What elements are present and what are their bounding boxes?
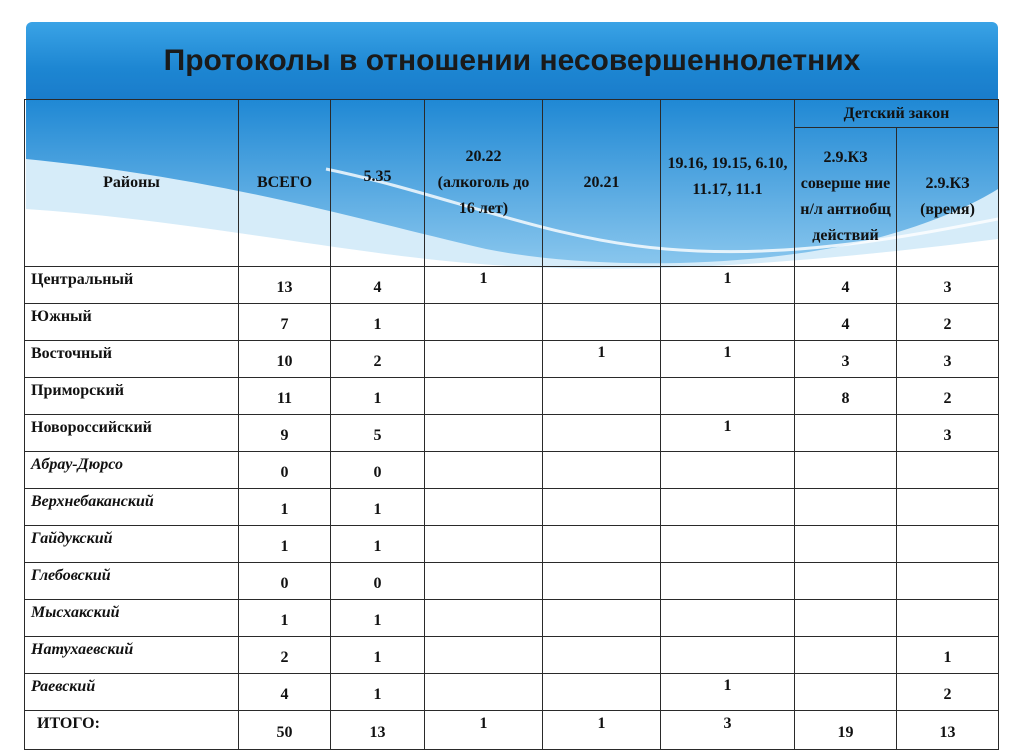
cell-c1916 — [661, 637, 795, 674]
cell-kz_time — [897, 452, 999, 489]
cell-kz_time — [897, 563, 999, 600]
cell-c2022 — [425, 526, 543, 563]
cell-total: 9 — [239, 415, 331, 452]
header-5-35: 5.35 — [331, 100, 425, 267]
cell-c2022 — [425, 452, 543, 489]
cell-c2022 — [425, 415, 543, 452]
cell-kz_time: 2 — [897, 674, 999, 711]
cell-total: 2 — [239, 637, 331, 674]
table-row — [25, 600, 999, 637]
cell-c2021 — [543, 600, 661, 637]
table-row — [25, 526, 999, 563]
slide-header-bar — [26, 22, 998, 100]
cell-kz_act — [795, 563, 897, 600]
cell-kz_time — [897, 600, 999, 637]
cell-c2022: 1 — [425, 267, 543, 304]
cell-kz_time: 3 — [897, 415, 999, 452]
cell-c2021 — [543, 304, 661, 341]
table-row — [25, 415, 999, 452]
cell-c1916: 3 — [661, 711, 795, 750]
district-name: Южный — [25, 304, 239, 341]
cell-total: 1 — [239, 526, 331, 563]
district-name: Приморский — [25, 378, 239, 415]
cell-c2021 — [543, 452, 661, 489]
header-kz-time: 2.9.КЗ (время) — [897, 128, 999, 267]
header-20-21: 20.21 — [543, 100, 661, 267]
cell-total: 1 — [239, 489, 331, 526]
cell-c1916: 1 — [661, 341, 795, 378]
cell-c535: 1 — [331, 674, 425, 711]
table-row — [25, 637, 999, 674]
district-name: ИТОГО: — [25, 711, 239, 750]
table-row — [25, 304, 999, 341]
cell-total: 7 — [239, 304, 331, 341]
cell-c2021 — [543, 378, 661, 415]
table-row — [25, 267, 999, 304]
cell-c2021: 1 — [543, 711, 661, 750]
protocols-table — [24, 99, 999, 750]
header-kz-act: 2.9.КЗ соверше ние н/л антиобщ действий — [795, 128, 897, 267]
cell-c1916 — [661, 600, 795, 637]
cell-c1916 — [661, 489, 795, 526]
cell-kz_act — [795, 526, 897, 563]
table-row — [25, 674, 999, 711]
district-name: Абрау-Дюрсо — [25, 452, 239, 489]
cell-c2021 — [543, 526, 661, 563]
cell-kz_act: 19 — [795, 711, 897, 750]
cell-c535: 0 — [331, 563, 425, 600]
district-name: Верхнебаканский — [25, 489, 239, 526]
cell-c535: 1 — [331, 600, 425, 637]
cell-kz_act: 3 — [795, 341, 897, 378]
cell-c2022 — [425, 674, 543, 711]
cell-c2022 — [425, 304, 543, 341]
cell-c2022 — [425, 600, 543, 637]
cell-kz_act — [795, 489, 897, 526]
cell-kz_act — [795, 637, 897, 674]
cell-c1916 — [661, 452, 795, 489]
cell-kz_act — [795, 674, 897, 711]
cell-c2021 — [543, 637, 661, 674]
table-row — [25, 452, 999, 489]
cell-c2021 — [543, 267, 661, 304]
cell-c535: 1 — [331, 637, 425, 674]
header-19-16: 19.16, 19.15, 6.10, 11.17, 11.1 — [661, 100, 795, 267]
cell-total: 11 — [239, 378, 331, 415]
cell-kz_time: 2 — [897, 378, 999, 415]
cell-kz_time: 3 — [897, 341, 999, 378]
cell-kz_time: 1 — [897, 637, 999, 674]
cell-c535: 13 — [331, 711, 425, 750]
cell-c1916 — [661, 304, 795, 341]
cell-total: 4 — [239, 674, 331, 711]
cell-kz_act: 4 — [795, 304, 897, 341]
table-row — [25, 378, 999, 415]
cell-kz_time — [897, 489, 999, 526]
district-name: Мысхакский — [25, 600, 239, 637]
cell-c535: 5 — [331, 415, 425, 452]
cell-c2021 — [543, 415, 661, 452]
cell-total: 1 — [239, 600, 331, 637]
cell-c2022 — [425, 341, 543, 378]
district-name: Раевский — [25, 674, 239, 711]
cell-total: 10 — [239, 341, 331, 378]
district-name: Центральный — [25, 267, 239, 304]
table-row — [25, 341, 999, 378]
cell-kz_time: 2 — [897, 304, 999, 341]
cell-c1916 — [661, 563, 795, 600]
header-children-law: Детский закон — [795, 100, 999, 128]
cell-kz_time: 13 — [897, 711, 999, 750]
cell-kz_act — [795, 600, 897, 637]
header-total: ВСЕГО — [239, 100, 331, 267]
cell-c535: 2 — [331, 341, 425, 378]
cell-c1916 — [661, 378, 795, 415]
cell-c535: 0 — [331, 452, 425, 489]
table-total-row — [25, 711, 999, 750]
cell-c2021 — [543, 563, 661, 600]
slide-title: Протоколы в отношении несовершеннолетних — [163, 44, 861, 77]
table-body — [25, 267, 999, 750]
district-name: Гайдукский — [25, 526, 239, 563]
cell-kz_time: 3 — [897, 267, 999, 304]
table-row — [25, 489, 999, 526]
header-district: Районы — [25, 100, 239, 267]
cell-total: 0 — [239, 452, 331, 489]
cell-c2022 — [425, 563, 543, 600]
district-name: Восточный — [25, 341, 239, 378]
cell-c2022 — [425, 378, 543, 415]
cell-c1916: 1 — [661, 267, 795, 304]
cell-kz_act: 8 — [795, 378, 897, 415]
district-name: Новороссийский — [25, 415, 239, 452]
cell-c535: 1 — [331, 489, 425, 526]
cell-c2022: 1 — [425, 711, 543, 750]
cell-c535: 1 — [331, 378, 425, 415]
cell-total: 13 — [239, 267, 331, 304]
table-row — [25, 563, 999, 600]
cell-total: 0 — [239, 563, 331, 600]
cell-c535: 1 — [331, 526, 425, 563]
cell-kz_act: 4 — [795, 267, 897, 304]
cell-c2021 — [543, 674, 661, 711]
cell-total: 50 — [239, 711, 331, 750]
district-name: Натухаевский — [25, 637, 239, 674]
cell-c2021 — [543, 489, 661, 526]
cell-c535: 4 — [331, 267, 425, 304]
cell-c1916 — [661, 526, 795, 563]
cell-kz_time — [897, 526, 999, 563]
cell-c2022 — [425, 489, 543, 526]
district-name: Глебовский — [25, 563, 239, 600]
header-20-22: 20.22 (алкоголь до 16 лет) — [425, 100, 543, 267]
cell-c535: 1 — [331, 304, 425, 341]
cell-c2021: 1 — [543, 341, 661, 378]
cell-c2022 — [425, 637, 543, 674]
cell-c1916: 1 — [661, 415, 795, 452]
cell-kz_act — [795, 415, 897, 452]
cell-c1916: 1 — [661, 674, 795, 711]
cell-kz_act — [795, 452, 897, 489]
